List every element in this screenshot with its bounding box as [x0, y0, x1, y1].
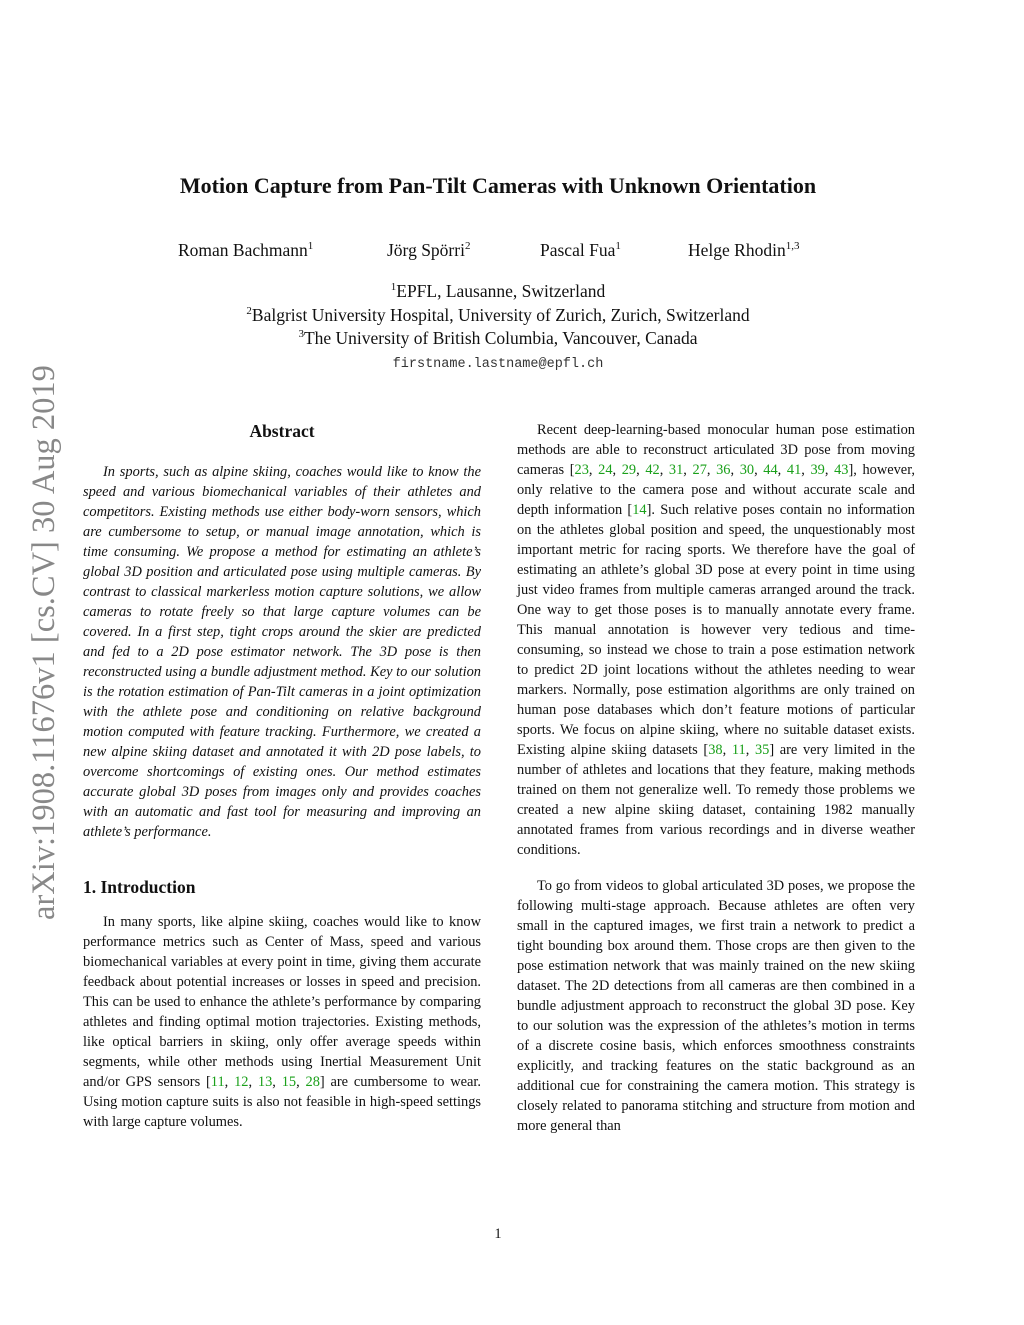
abstract-text: In sports, such as alpine skiing, coaches would like to know the speed and various biomechanical variables of their athletes and competitors. Existing methods use either body-worn sensors, which are cumbersome to setup, or manual image annotation, which is time consuming. We propose a method for estimating an athlete’s global 3D position and articulated pose using multiple cameras. By contrast to classical markerless motion capture solutions, we allow cameras to rotate freely so that large capture volumes can be covered. In a first step, tight crops around the skier are predicted and fed to a 2D pose estimator network. The 3D pose is then reconstructed using a bundle adjustment method. Key to our solution is the rotation estimation of Pan-Tilt cameras in a joint optimization with the athlete pose and conditioning on relative background motion computed with feature tracking. Furthermore, we created a new alpine skiing dataset and annotated it with 2D pose labels, to overcome shortcomings of existing ones. Our method estimates accurate global 3D poses from images only and provides coaches with an automatic and fast tool for measuring and improving an athlete’s performance. — [83, 464, 481, 840]
citation-link[interactable]: 14 — [632, 502, 647, 518]
citation-link[interactable]: 27 — [692, 462, 707, 478]
author-2 — [387, 240, 470, 261]
citation-link[interactable]: 23 — [574, 462, 589, 478]
paragraph-text: ]. Such relative poses contain no information on the athletes global position and speed, the unquestionably most important metric for racing sports. We therefore have the goal of estimating an athlete’s global 3D pose at every point in time using just video frames from multiple cameras arranged around the track. One way to get those poses is to manually annotate every frame. This manual annotation is however very tedious and time-consuming, so instead we chose to train a pose estimation network to predict 2D joint locations without the athletes needing to wear markers. Normally, pose estimation algorithms are only trained on human pose databases which don’t feature motions of particular sports. We focus on alpine skiing, where no suitable dataset exists. Existing alpine skiing datasets [ — [517, 502, 915, 758]
author-affil-mark: 1 — [615, 240, 621, 252]
left-column — [83, 420, 481, 1132]
intro-paragraph-1: In many sports, like alpine skiing, coaches would like to know performance metrics such as Center of Mass, speed and various biomechanical variables at every point in time, giving them accurate feedback about potential increases or losses in speed and precision. This can be used to enhance the athlete’s performance by comparing athletes and finding optimal motion trajectories. Existing methods, like optical barriers in skiing, only offer average speeds within segments, while other methods using Inertial Measurement Unit and/or GPS sensors [11, 12, 13, 15, 28] are cumbersome to wear. Using motion capture suits is also not feasible in high-speed settings with large capture volumes. — [83, 914, 481, 1130]
author-4 — [688, 240, 799, 261]
author-name: Pascal Fua — [540, 240, 616, 260]
author-affil-mark: 1,3 — [785, 240, 800, 252]
arxiv-stamp-text: arXiv:1908.11676v1 [cs.CV] 30 Aug 2019 — [25, 365, 62, 920]
citation-link[interactable]: 36 — [716, 462, 731, 478]
affiliation-text: The University of British Columbia, Vancouver, Canada — [303, 328, 698, 348]
affiliation-text: Balgrist University Hospital, University of Zurich, Zurich, Switzerland — [251, 304, 750, 325]
citation-link[interactable]: 13 — [257, 1074, 273, 1090]
citation-link[interactable]: 29 — [621, 462, 637, 478]
abstract-heading: Abstract — [249, 421, 315, 441]
affiliation-mark: 2 — [246, 304, 252, 317]
intro-paragraph-2: Recent deep-learning-based monocular human pose estimation methods are able to reconstruct articulated 3D pose from moving cameras [23, 24, 29, 42, 31, 27, 36, 30, 44, 41, 39, 43], however, only relative to the camera pose and without accurate scale and depth information [14]. Such relative poses contain no information on the athletes global position and speed, the unquestionably most important metric for racing sports. We therefore have the goal of estimating an athlete’s global 3D pose at every point in time using just video frames from multiple cameras arranged around the track. One way to get those poses is to manually annotate every frame. This manual annotation is however very tedious and time-consuming, so instead we chose to train a pose estimation network to predict 2D joint locations without the athletes needing to wear markers. Normally, pose estimation algorithms are only trained on human pose databases which don’t feature motions of particular sports. We focus on alpine skiing, where no suitable dataset exists. Existing alpine skiing datasets [38, 11, 35] are very limited in the number of athletes and locations that they feature, making methods trained on them not generalize well. To remedy those problems we created a new alpine skiing dataset, containing 1982 manually annotated frames from various recordings and in diverse weather conditions. — [517, 422, 916, 858]
author-affil-mark: 1 — [307, 240, 314, 252]
paragraph-text: In many sports, like alpine skiing, coaches would like to know performance metrics such as Center of Mass, speed and various biomechanical variables at every point in time, giving them accurate feedback about potential increases or losses in speed and precision. This can be used to enhance the athlete’s performance by comparing athletes and finding optimal motion trajectories. Existing methods, like optical barriers in skiing, only offer average speeds within segments, while other methods using Inertial Measurement Unit and/or GPS sensors [ — [83, 914, 481, 1090]
affiliation-text: EPFL, Lausanne, Switzerland — [396, 281, 606, 301]
author-3 — [540, 240, 621, 261]
arxiv-stamp — [20, 340, 68, 945]
affiliation-3 — [150, 327, 846, 351]
author-name: Helge Rhodin — [688, 240, 786, 260]
author-1 — [178, 240, 313, 261]
paper-title: Motion Capture from Pan-Tilt Cameras with Unknown Orientation — [179, 173, 817, 198]
author-affil-mark: 2 — [464, 240, 471, 252]
citation-link[interactable]: 11 — [731, 742, 746, 758]
citation-link[interactable]: 39 — [810, 462, 825, 478]
paragraph-text: Recent deep-learning-based monocular human pose estimation methods are able to reconstruct articulated 3D pose from moving cameras [ — [517, 422, 915, 478]
affiliation-mark: 1 — [390, 281, 397, 293]
citation-link[interactable]: 42 — [645, 462, 660, 478]
intro-paragraph-3: To go from videos to global articulated 3D poses, we propose the following multi-stage approach. Because athletes are often very small in the captured images, we first train a network to predict a tight bounding box around them. Those crops are then given to the pose estimation network that was mainly trained on the new skiing dataset. The 2D detections from all cameras are then combined in a bundle adjustment approach to reconstruct the global 3D pose. Key to our solution was the expression of the athletes’s motion in terms of a discrete cosine basis, which enforces smoothness constraints explicitly, and tracking features on the static background as an additional cue for constraining the camera motion. This strategy is closely related to panorama stitching and structure from motion and more general than — [517, 878, 915, 1134]
citation-link[interactable]: 11 — [210, 1074, 225, 1090]
citation-link[interactable]: 41 — [786, 462, 802, 478]
author-email: firstname.lastname@epfl.ch — [392, 356, 604, 372]
citation-link[interactable]: 24 — [598, 462, 613, 478]
citation-link[interactable]: 38 — [708, 742, 723, 758]
paragraph-text: ] are very limited in the number of athletes and locations that they feature, making methods trained on them not generalize well. To remedy those problems we created a new alpine skiing dataset, containing 1982 manually annotated frames from various recordings and in diverse weather conditions. — [517, 742, 915, 858]
affiliation-1 — [150, 280, 846, 304]
citation-link[interactable]: 44 — [763, 462, 778, 478]
citation-link[interactable]: 35 — [754, 742, 770, 758]
author-name: Roman Bachmann — [178, 240, 308, 260]
affiliations — [150, 280, 846, 376]
affiliation-2 — [150, 304, 846, 328]
citation-link[interactable]: 15 — [281, 1074, 297, 1090]
paragraph-text: ], however, only relative to the camera pose and without accurate scale and depth information [ — [517, 462, 916, 518]
introduction-heading: 1. Introduction — [83, 877, 196, 897]
page-number: 1 — [494, 1226, 502, 1242]
citation-link[interactable]: 28 — [305, 1074, 320, 1090]
paragraph-text: ] are cumbersome to wear. Using motion capture suits is also not feasible in high-speed settings with large capture volumes. — [83, 1074, 481, 1130]
citation-link[interactable]: 12 — [234, 1074, 249, 1090]
citation-link[interactable]: 31 — [668, 462, 684, 478]
author-name: Jörg Spörri — [387, 240, 465, 260]
right-column — [517, 420, 915, 1136]
citation-link[interactable]: 43 — [834, 462, 849, 478]
affiliation-mark: 3 — [298, 328, 304, 340]
citation-link[interactable]: 30 — [739, 462, 755, 478]
author-list — [0, 240, 1024, 266]
